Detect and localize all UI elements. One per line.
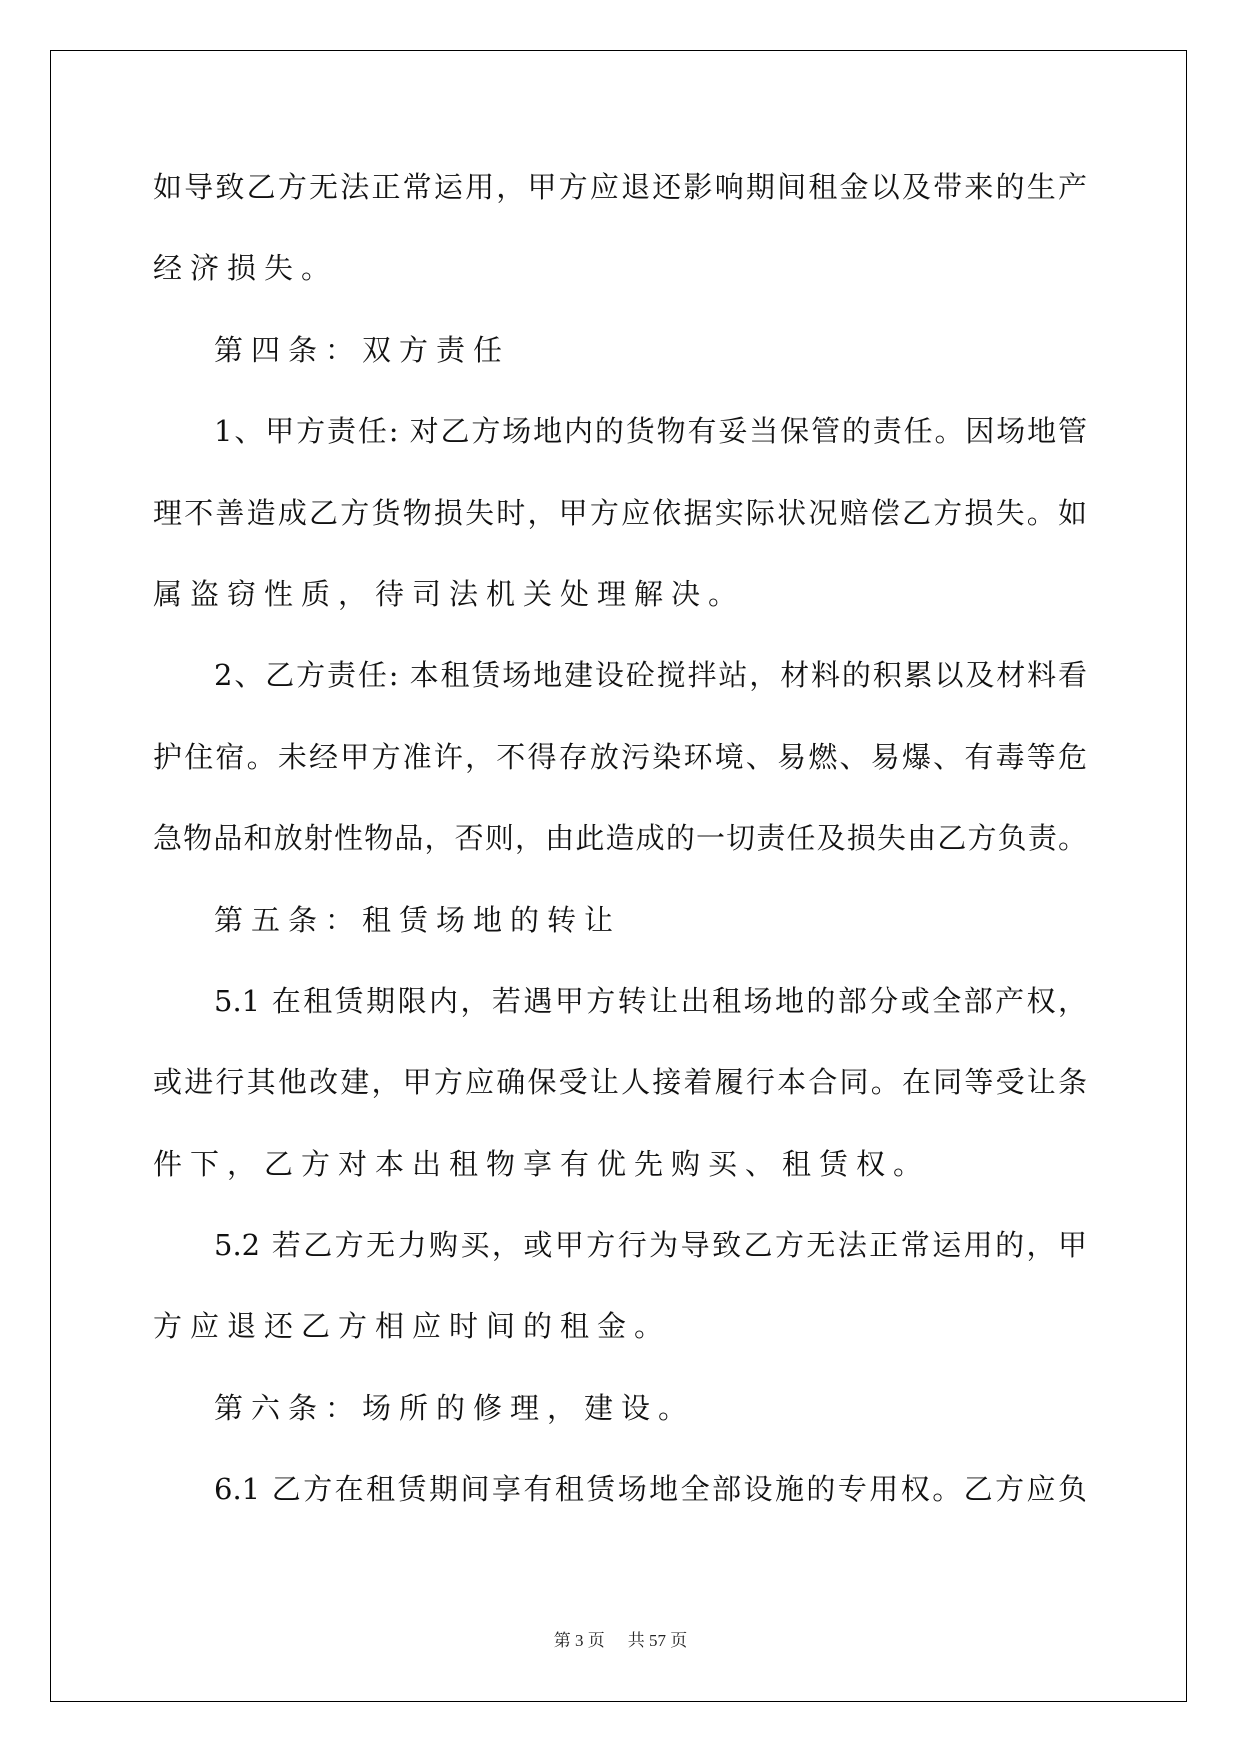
paragraph-line: 2、乙方责任: 本租赁场地建设砼搅拌站，材料的积累以及材料看 (214, 658, 1087, 693)
paragraph-line: 护住宿。未经甲方准许，不得存放污染环境、易燃、易爆、有毒等危 (153, 739, 1087, 774)
section-heading: 第四条：双方责任 (214, 332, 511, 367)
section-heading: 第五条：租赁场地的转让 (214, 902, 622, 937)
paragraph-line: 或进行其他改建，甲方应确保受让人接着履行本合同。在同等受让条 (153, 1065, 1087, 1100)
paragraph-line: 5.2 若乙方无力购买，或甲方行为导致乙方无法正常运用的，甲 (214, 1228, 1087, 1263)
paragraph-line: 如导致乙方无法正常运用，甲方应退还影响期间租金以及带来的生产 (153, 170, 1087, 204)
paragraph-line: 急物品和放射性物品，否则，由此造成的一切责任及损失由乙方负责。 (153, 821, 1087, 856)
paragraph-line: 方应退还乙方相应时间的租金。 (153, 1309, 672, 1344)
total-page-count: 共 57 页 (627, 1631, 688, 1650)
paragraph-line: 1、甲方责任: 对乙方场地内的货物有妥当保管的责任。因场地管 (214, 414, 1087, 449)
paragraph-line: 属盗窃性质，待司法机关处理解决。 (153, 576, 746, 611)
page-footer (0, 1626, 1241, 1651)
paragraph-line: 5.1 在租赁期限内，若遇甲方转让出租场地的部分或全部产权， (214, 983, 1087, 1018)
paragraph-line: 经济损失。 (153, 251, 339, 286)
paragraph-line: 件下，乙方对本出租物享有优先购买、租赁权。 (153, 1146, 931, 1181)
paragraph-line: 理不善造成乙方货物损失时，甲方应依据实际状况赔偿乙方损失。如 (153, 495, 1087, 530)
section-heading: 第六条：场所的修理，建设。 (214, 1390, 696, 1425)
current-page-number: 第 3 页 (553, 1631, 605, 1650)
document-body (153, 147, 1087, 1531)
paragraph-line: 6.1 乙方在租赁期间享有租赁场地全部设施的专用权。乙方应负 (214, 1472, 1087, 1507)
